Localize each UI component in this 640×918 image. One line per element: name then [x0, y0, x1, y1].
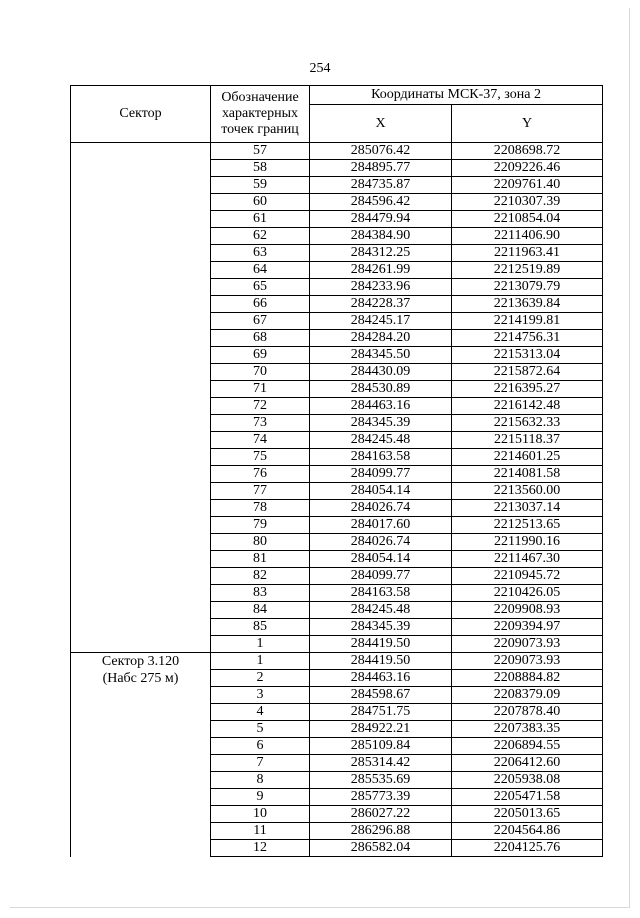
point-cell: 69	[211, 347, 310, 364]
x-cell: 285109.84	[310, 738, 452, 755]
point-cell: 70	[211, 364, 310, 381]
header-sector: Сектор	[71, 86, 211, 143]
y-cell: 2209073.93	[452, 636, 603, 653]
y-cell: 2208379.09	[452, 687, 603, 704]
y-cell: 2209761.40	[452, 177, 603, 194]
y-cell: 2214601.25	[452, 449, 603, 466]
point-cell: 80	[211, 534, 310, 551]
y-cell: 2213560.00	[452, 483, 603, 500]
point-cell: 8	[211, 772, 310, 789]
y-cell: 2213079.79	[452, 279, 603, 296]
point-cell: 4	[211, 704, 310, 721]
page-number: 254	[309, 61, 331, 76]
y-cell: 2207878.40	[452, 704, 603, 721]
x-cell: 284430.09	[310, 364, 452, 381]
x-cell: 284245.48	[310, 432, 452, 449]
y-cell: 2211963.41	[452, 245, 603, 262]
point-cell: 82	[211, 568, 310, 585]
point-cell: 84	[211, 602, 310, 619]
y-cell: 2209226.46	[452, 160, 603, 177]
x-cell: 284312.25	[310, 245, 452, 262]
y-cell: 2206412.60	[452, 755, 603, 772]
x-cell: 284245.48	[310, 602, 452, 619]
y-cell: 2213639.84	[452, 296, 603, 313]
x-cell: 284384.90	[310, 228, 452, 245]
point-cell: 12	[211, 840, 310, 857]
x-cell: 284345.50	[310, 347, 452, 364]
y-cell: 2210945.72	[452, 568, 603, 585]
y-cell: 2216395.27	[452, 381, 603, 398]
x-cell: 284345.39	[310, 619, 452, 636]
point-cell: 63	[211, 245, 310, 262]
point-cell: 61	[211, 211, 310, 228]
y-cell: 2215118.37	[452, 432, 603, 449]
y-cell: 2215313.04	[452, 347, 603, 364]
y-cell: 2204564.86	[452, 823, 603, 840]
x-cell: 284598.67	[310, 687, 452, 704]
y-cell: 2211406.90	[452, 228, 603, 245]
y-cell: 2205013.65	[452, 806, 603, 823]
header-y: Y	[452, 105, 603, 143]
x-cell: 284017.60	[310, 517, 452, 534]
y-cell: 2214756.31	[452, 330, 603, 347]
header-x: X	[310, 105, 452, 143]
x-cell: 284054.14	[310, 551, 452, 568]
x-cell: 284751.75	[310, 704, 452, 721]
point-cell: 59	[211, 177, 310, 194]
y-cell: 2206894.55	[452, 738, 603, 755]
y-cell: 2205938.08	[452, 772, 603, 789]
point-cell: 1	[211, 636, 310, 653]
point-cell: 85	[211, 619, 310, 636]
point-cell: 7	[211, 755, 310, 772]
y-cell: 2214199.81	[452, 313, 603, 330]
x-cell: 284163.58	[310, 585, 452, 602]
point-cell: 72	[211, 398, 310, 415]
x-cell: 284261.99	[310, 262, 452, 279]
x-cell: 284895.77	[310, 160, 452, 177]
y-cell: 2209908.93	[452, 602, 603, 619]
point-cell: 11	[211, 823, 310, 840]
point-cell: 76	[211, 466, 310, 483]
point-cell: 60	[211, 194, 310, 211]
x-cell: 285773.39	[310, 789, 452, 806]
x-cell: 286582.04	[310, 840, 452, 857]
x-cell: 286296.88	[310, 823, 452, 840]
y-cell: 2214081.58	[452, 466, 603, 483]
y-cell: 2209394.97	[452, 619, 603, 636]
sector-label-line: Сектор 3.120	[101, 654, 180, 669]
header-point: Обозначение характерных точек границ	[211, 86, 310, 143]
x-cell: 284463.16	[310, 670, 452, 687]
y-cell: 2208884.82	[452, 670, 603, 687]
y-cell: 2211990.16	[452, 534, 603, 551]
point-cell: 2	[211, 670, 310, 687]
x-cell: 284233.96	[310, 279, 452, 296]
x-cell: 284284.20	[310, 330, 452, 347]
y-cell: 2204125.76	[452, 840, 603, 857]
point-cell: 10	[211, 806, 310, 823]
x-cell: 284596.42	[310, 194, 452, 211]
point-cell: 3	[211, 687, 310, 704]
point-cell: 68	[211, 330, 310, 347]
y-cell: 2215632.33	[452, 415, 603, 432]
header-coordinates: Координаты МСК-37, зона 2	[310, 86, 603, 105]
table-row	[71, 143, 603, 160]
point-cell: 81	[211, 551, 310, 568]
point-cell: 73	[211, 415, 310, 432]
point-cell: 1	[211, 653, 310, 670]
y-cell: 2216142.48	[452, 398, 603, 415]
x-cell: 284345.39	[310, 415, 452, 432]
y-cell: 2210426.05	[452, 585, 603, 602]
x-cell: 284099.77	[310, 466, 452, 483]
point-cell: 75	[211, 449, 310, 466]
x-cell: 284463.16	[310, 398, 452, 415]
point-cell: 64	[211, 262, 310, 279]
point-cell: 6	[211, 738, 310, 755]
y-cell: 2212519.89	[452, 262, 603, 279]
sector-cell	[71, 653, 211, 857]
x-cell: 284054.14	[310, 483, 452, 500]
point-cell: 65	[211, 279, 310, 296]
x-cell: 285076.42	[310, 143, 452, 160]
point-cell: 5	[211, 721, 310, 738]
y-cell: 2210307.39	[452, 194, 603, 211]
y-cell: 2210854.04	[452, 211, 603, 228]
sector-label-line: (Набс 275 м)	[102, 671, 179, 686]
y-cell: 2209073.93	[452, 653, 603, 670]
point-cell: 74	[211, 432, 310, 449]
coordinates-table	[70, 85, 603, 857]
x-cell: 284479.94	[310, 211, 452, 228]
point-cell: 83	[211, 585, 310, 602]
x-cell: 285314.42	[310, 755, 452, 772]
x-cell: 284419.50	[310, 636, 452, 653]
point-cell: 66	[211, 296, 310, 313]
point-cell: 79	[211, 517, 310, 534]
sector-cell	[71, 143, 211, 653]
y-cell: 2211467.30	[452, 551, 603, 568]
table-body	[71, 143, 603, 857]
x-cell: 284163.58	[310, 449, 452, 466]
y-cell: 2208698.72	[452, 143, 603, 160]
y-cell: 2215872.64	[452, 364, 603, 381]
y-cell: 2207383.35	[452, 721, 603, 738]
point-cell: 77	[211, 483, 310, 500]
table-row	[71, 653, 603, 670]
x-cell: 284026.74	[310, 500, 452, 517]
x-cell: 284419.50	[310, 653, 452, 670]
x-cell: 284026.74	[310, 534, 452, 551]
point-cell: 62	[211, 228, 310, 245]
x-cell: 284922.21	[310, 721, 452, 738]
x-cell: 284530.89	[310, 381, 452, 398]
y-cell: 2213037.14	[452, 500, 603, 517]
x-cell: 284099.77	[310, 568, 452, 585]
point-cell: 67	[211, 313, 310, 330]
x-cell: 284245.17	[310, 313, 452, 330]
x-cell: 284735.87	[310, 177, 452, 194]
point-cell: 58	[211, 160, 310, 177]
x-cell: 285535.69	[310, 772, 452, 789]
point-cell: 78	[211, 500, 310, 517]
point-cell: 71	[211, 381, 310, 398]
x-cell: 286027.22	[310, 806, 452, 823]
y-cell: 2205471.58	[452, 789, 603, 806]
point-cell: 9	[211, 789, 310, 806]
point-cell: 57	[211, 143, 310, 160]
x-cell: 284228.37	[310, 296, 452, 313]
y-cell: 2212513.65	[452, 517, 603, 534]
